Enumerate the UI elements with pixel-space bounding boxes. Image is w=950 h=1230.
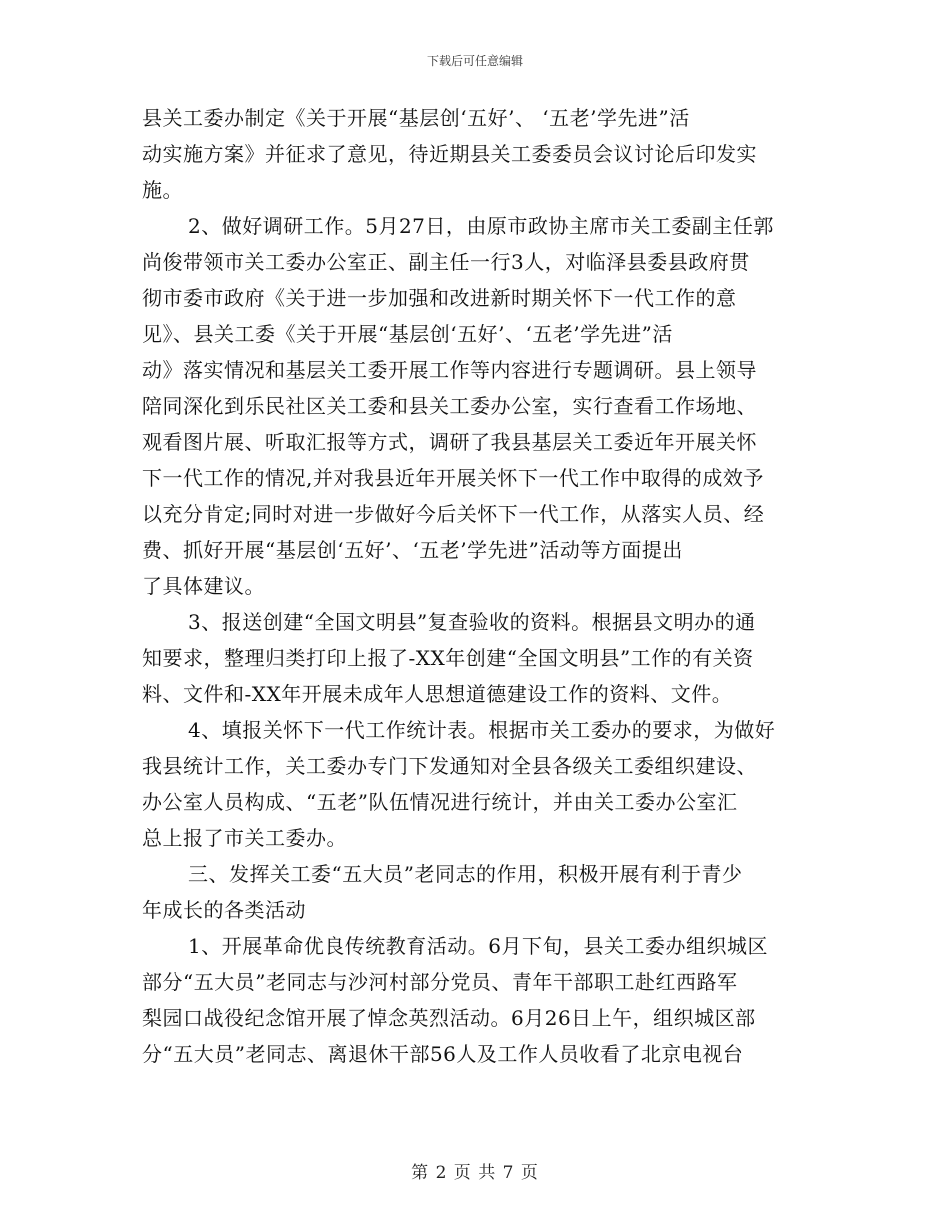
document-body — [142, 100, 812, 1072]
text-line: 观看图片展、听取汇报等方式，调研了我县基层关工委近年开展关怀 — [142, 430, 757, 454]
text-line: 4、填报关怀下一代工作统计表。根据市关工委办的要求，为做好 — [188, 718, 776, 742]
text-line: 分“五大员”老同志、离退休干部56人及工作人员收看了北京电视台 — [142, 1042, 744, 1066]
text-line: 施。 — [142, 178, 183, 202]
text-line: 见》、县关工委《关于开展“基层创‘五好’、‘五老’学先进”活 — [142, 322, 673, 346]
text-line: 了具体建议。 — [142, 574, 265, 598]
text-line: 知要求，整理归类打印上报了-XX年创建“全国文明县”工作的有关资 — [142, 646, 754, 670]
text-line: 部分“五大员”老同志与沙河村部分党员、青年干部职工赴红西路军 — [142, 970, 738, 994]
page-header: 下载后可任意编辑 — [426, 54, 523, 68]
text-line: 3、报送创建“全国文明县”复查验收的资料。根据县文明办的通 — [188, 610, 756, 634]
text-line: 1、开展革命优良传统教育活动。6月下旬，县关工委办组织城区 — [188, 934, 768, 958]
text-line: 办公室人员构成、“五老”队伍情况进行统计，并由关工委办公室汇 — [142, 790, 738, 814]
text-line: 费、抓好开展“基层创‘五好’、‘五老’学先进”活动等方面提出 — [142, 538, 683, 562]
text-line: 尚俊带领市关工委办公室正、副主任一行3人，对临泽县委县政府贯 — [142, 250, 750, 274]
text-line: 2、做好调研工作。5月27日，由原市政协主席市关工委副主任郭 — [188, 214, 774, 238]
text-line: 梨园口战役纪念馆开展了悼念英烈活动。6月26日上午，组织城区部 — [142, 1006, 756, 1030]
text-line: 下一代工作的情况,并对我县近年开展关怀下一代工作中取得的成效予 — [142, 466, 764, 490]
text-line: 动实施方案》并征求了意见，待近期县关工委委员会议讨论后印发实 — [142, 142, 757, 166]
text-line: 彻市委市政府《关于进一步加强和改进新时期关怀下一代工作的意 — [142, 286, 737, 310]
text-line: 以充分肯定;同时对进一步做好今后关怀下一代工作，从落实人员、经 — [142, 502, 765, 526]
text-line: 县关工委办制定《关于开展“基层创‘五好’、 ‘五老’学先进”活 — [142, 106, 690, 130]
text-line: 料、文件和-XX年开展未成年人思想道德建设工作的资料、文件。 — [142, 682, 733, 706]
text-line: 动》落实情况和基层关工委开展工作等内容进行专题调研。县上领导 — [142, 358, 757, 382]
text-line: 陪同深化到乐民社区关工委和县关工委办公室，实行查看工作场地、 — [142, 394, 757, 418]
page-footer: 第 2 页 共 7 页 — [411, 1163, 539, 1183]
text-line: 年成长的各类活动 — [142, 898, 306, 922]
text-line: 我县统计工作，关工委办专门下发通知对全县各级关工委组织建设、 — [142, 754, 757, 778]
text-line: 三、发挥关工委“五大员”老同志的作用，积极开展有利于青少 — [188, 862, 743, 886]
text-line: 总上报了市关工委办。 — [142, 826, 347, 850]
